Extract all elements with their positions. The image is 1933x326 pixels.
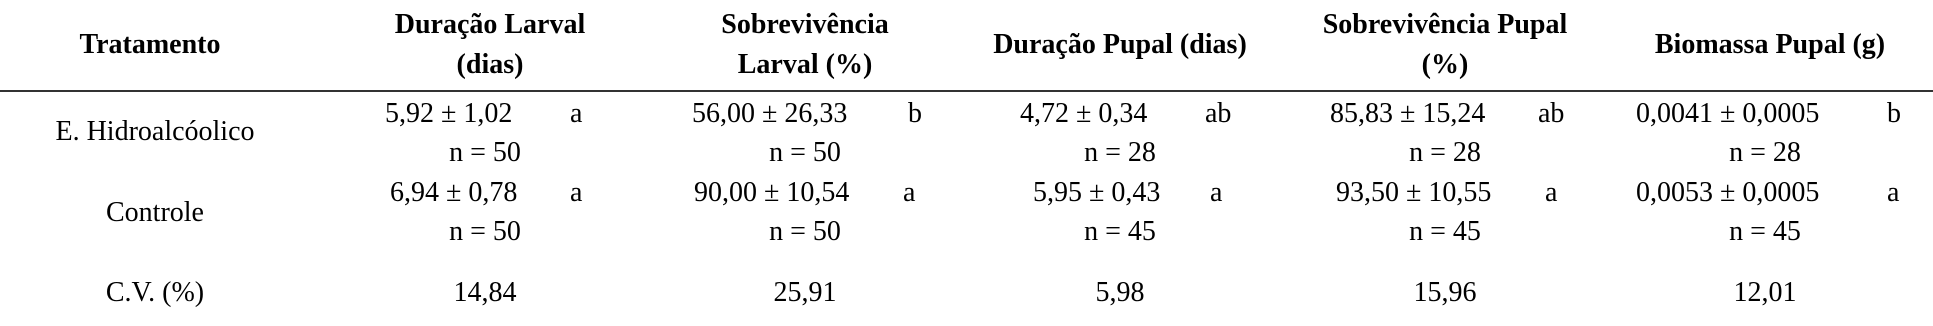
table-cell-n: n = 50 [449, 137, 521, 168]
header-sobrevivencia-pupal [1290, 5, 1600, 85]
row-label: E. Hidroalcóolico [55, 116, 255, 147]
table-cell-value: 90,00 ± 10,54 [694, 177, 850, 208]
significance-letter: a [570, 177, 583, 208]
cv-value: 5,98 [1095, 277, 1145, 308]
significance-letter: a [1887, 177, 1900, 208]
significance-letter: b [1887, 98, 1901, 129]
table-cell-n: n = 50 [769, 137, 841, 168]
cv-value: 14,84 [453, 277, 517, 308]
table-cell-value: 5,95 ± 0,43 [1033, 177, 1161, 208]
table-cell-value: 85,83 ± 15,24 [1330, 98, 1486, 129]
table-cell-value: 56,00 ± 26,33 [692, 98, 848, 129]
significance-letter: a [570, 98, 583, 129]
cv-value: 25,91 [773, 277, 837, 308]
header-line: Sobrevivência Pupal [1322, 9, 1568, 40]
table-cell-value: 0,0053 ± 0,0005 [1636, 177, 1820, 208]
header-line: Biomassa Pupal (g) [1654, 29, 1886, 60]
header-line: Duração Pupal (dias) [993, 29, 1247, 60]
significance-letter: ab [1538, 98, 1565, 129]
table-cell-n: n = 28 [1409, 137, 1481, 168]
table-cell-value: 0,0041 ± 0,0005 [1636, 98, 1820, 129]
significance-letter: b [908, 98, 922, 129]
header-line: (dias) [456, 49, 524, 80]
header-duracao-larval [340, 5, 640, 85]
header-sobrevivencia-larval [655, 5, 955, 85]
cv-value: 15,96 [1413, 277, 1477, 308]
table-cell-n: n = 45 [1084, 216, 1156, 247]
table-cell-n: n = 28 [1729, 137, 1801, 168]
header-rule [0, 90, 1933, 92]
table-cell-value: 4,72 ± 0,34 [1020, 98, 1148, 129]
table-cell-n: n = 50 [769, 216, 841, 247]
significance-letter: a [1210, 177, 1223, 208]
table-cell-value: 5,92 ± 1,02 [385, 98, 513, 129]
significance-letter: a [903, 177, 916, 208]
header-duracao-pupal [965, 25, 1275, 65]
table-cell-value: 6,94 ± 0,78 [390, 177, 518, 208]
table-cell-n: n = 50 [449, 216, 521, 247]
row-label: Controle [106, 197, 204, 228]
table-cell-n: n = 45 [1409, 216, 1481, 247]
header-biomassa-pupal [1625, 25, 1915, 65]
significance-letter: a [1545, 177, 1558, 208]
significance-letter: ab [1205, 98, 1232, 129]
table-cell-n: n = 45 [1729, 216, 1801, 247]
table-cell-n: n = 28 [1084, 137, 1156, 168]
table-cell-value: 93,50 ± 10,55 [1336, 177, 1492, 208]
header-line: Sobrevivência [721, 9, 889, 40]
cv-label: C.V. (%) [105, 277, 205, 308]
header-line: (%) [1421, 49, 1469, 80]
header-line: Duração Larval [394, 9, 586, 40]
header-line: Tratamento [79, 29, 221, 60]
cv-value: 12,01 [1733, 277, 1797, 308]
header-tratamento [40, 25, 260, 65]
header-line: Larval (%) [737, 49, 873, 80]
